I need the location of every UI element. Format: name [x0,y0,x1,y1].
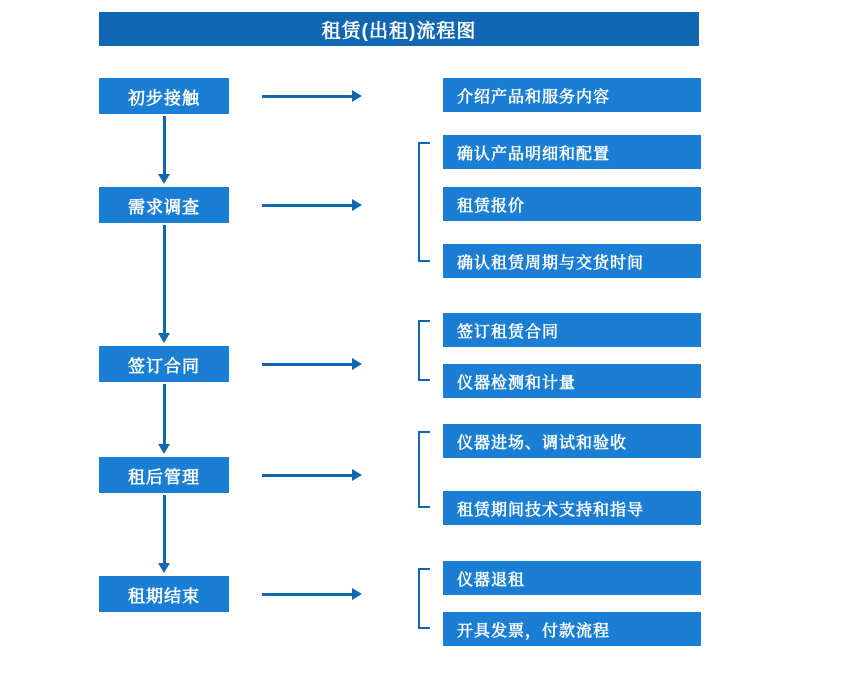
arrow-head [158,444,170,454]
arrow-head [158,174,170,184]
detail-box-1: 介绍产品和服务内容 [443,78,701,112]
arrow-shaft [163,116,166,175]
detail-box-4: 确认租赁周期与交货时间 [443,244,701,278]
group-bracket-1 [418,142,430,262]
arrow-shaft [262,593,353,596]
arrow-shaft [163,495,166,564]
stage-box-2: 需求调查 [99,187,229,223]
stage-box-1: 初步接触 [99,78,229,114]
group-bracket-4 [418,568,430,629]
detail-box-5: 签订租赁合同 [443,313,701,347]
horizontal-arrow-1 [262,89,362,103]
arrow-head [352,358,362,370]
detail-box-7: 仪器进场、调试和验收 [443,424,701,458]
arrow-shaft [262,204,353,207]
vertical-arrow-3 [157,384,171,454]
horizontal-arrow-3 [262,357,362,371]
arrow-head [158,333,170,343]
detail-box-9: 仪器退租 [443,561,701,595]
group-bracket-2 [418,320,430,381]
arrow-head [352,199,362,211]
arrow-head [352,588,362,600]
detail-box-3: 租赁报价 [443,187,701,221]
arrow-head [352,469,362,481]
stage-box-3: 签订合同 [99,346,229,382]
group-bracket-3 [418,431,430,508]
arrow-shaft [262,95,353,98]
page-title: 租赁(出租)流程图 [99,12,699,46]
stage-box-4: 租后管理 [99,457,229,493]
detail-box-10: 开具发票，付款流程 [443,612,701,646]
vertical-arrow-1 [157,116,171,184]
arrow-shaft [163,225,166,334]
arrow-shaft [262,474,353,477]
arrow-head [352,90,362,102]
horizontal-arrow-2 [262,198,362,212]
arrow-shaft [262,363,353,366]
vertical-arrow-4 [157,495,171,573]
detail-box-8: 租赁期间技术支持和指导 [443,491,701,525]
detail-box-2: 确认产品明细和配置 [443,135,701,169]
detail-box-6: 仪器检测和计量 [443,364,701,398]
arrow-shaft [163,384,166,445]
arrow-head [158,563,170,573]
vertical-arrow-2 [157,225,171,343]
horizontal-arrow-4 [262,468,362,482]
stage-box-5: 租期结束 [99,576,229,612]
horizontal-arrow-5 [262,587,362,601]
